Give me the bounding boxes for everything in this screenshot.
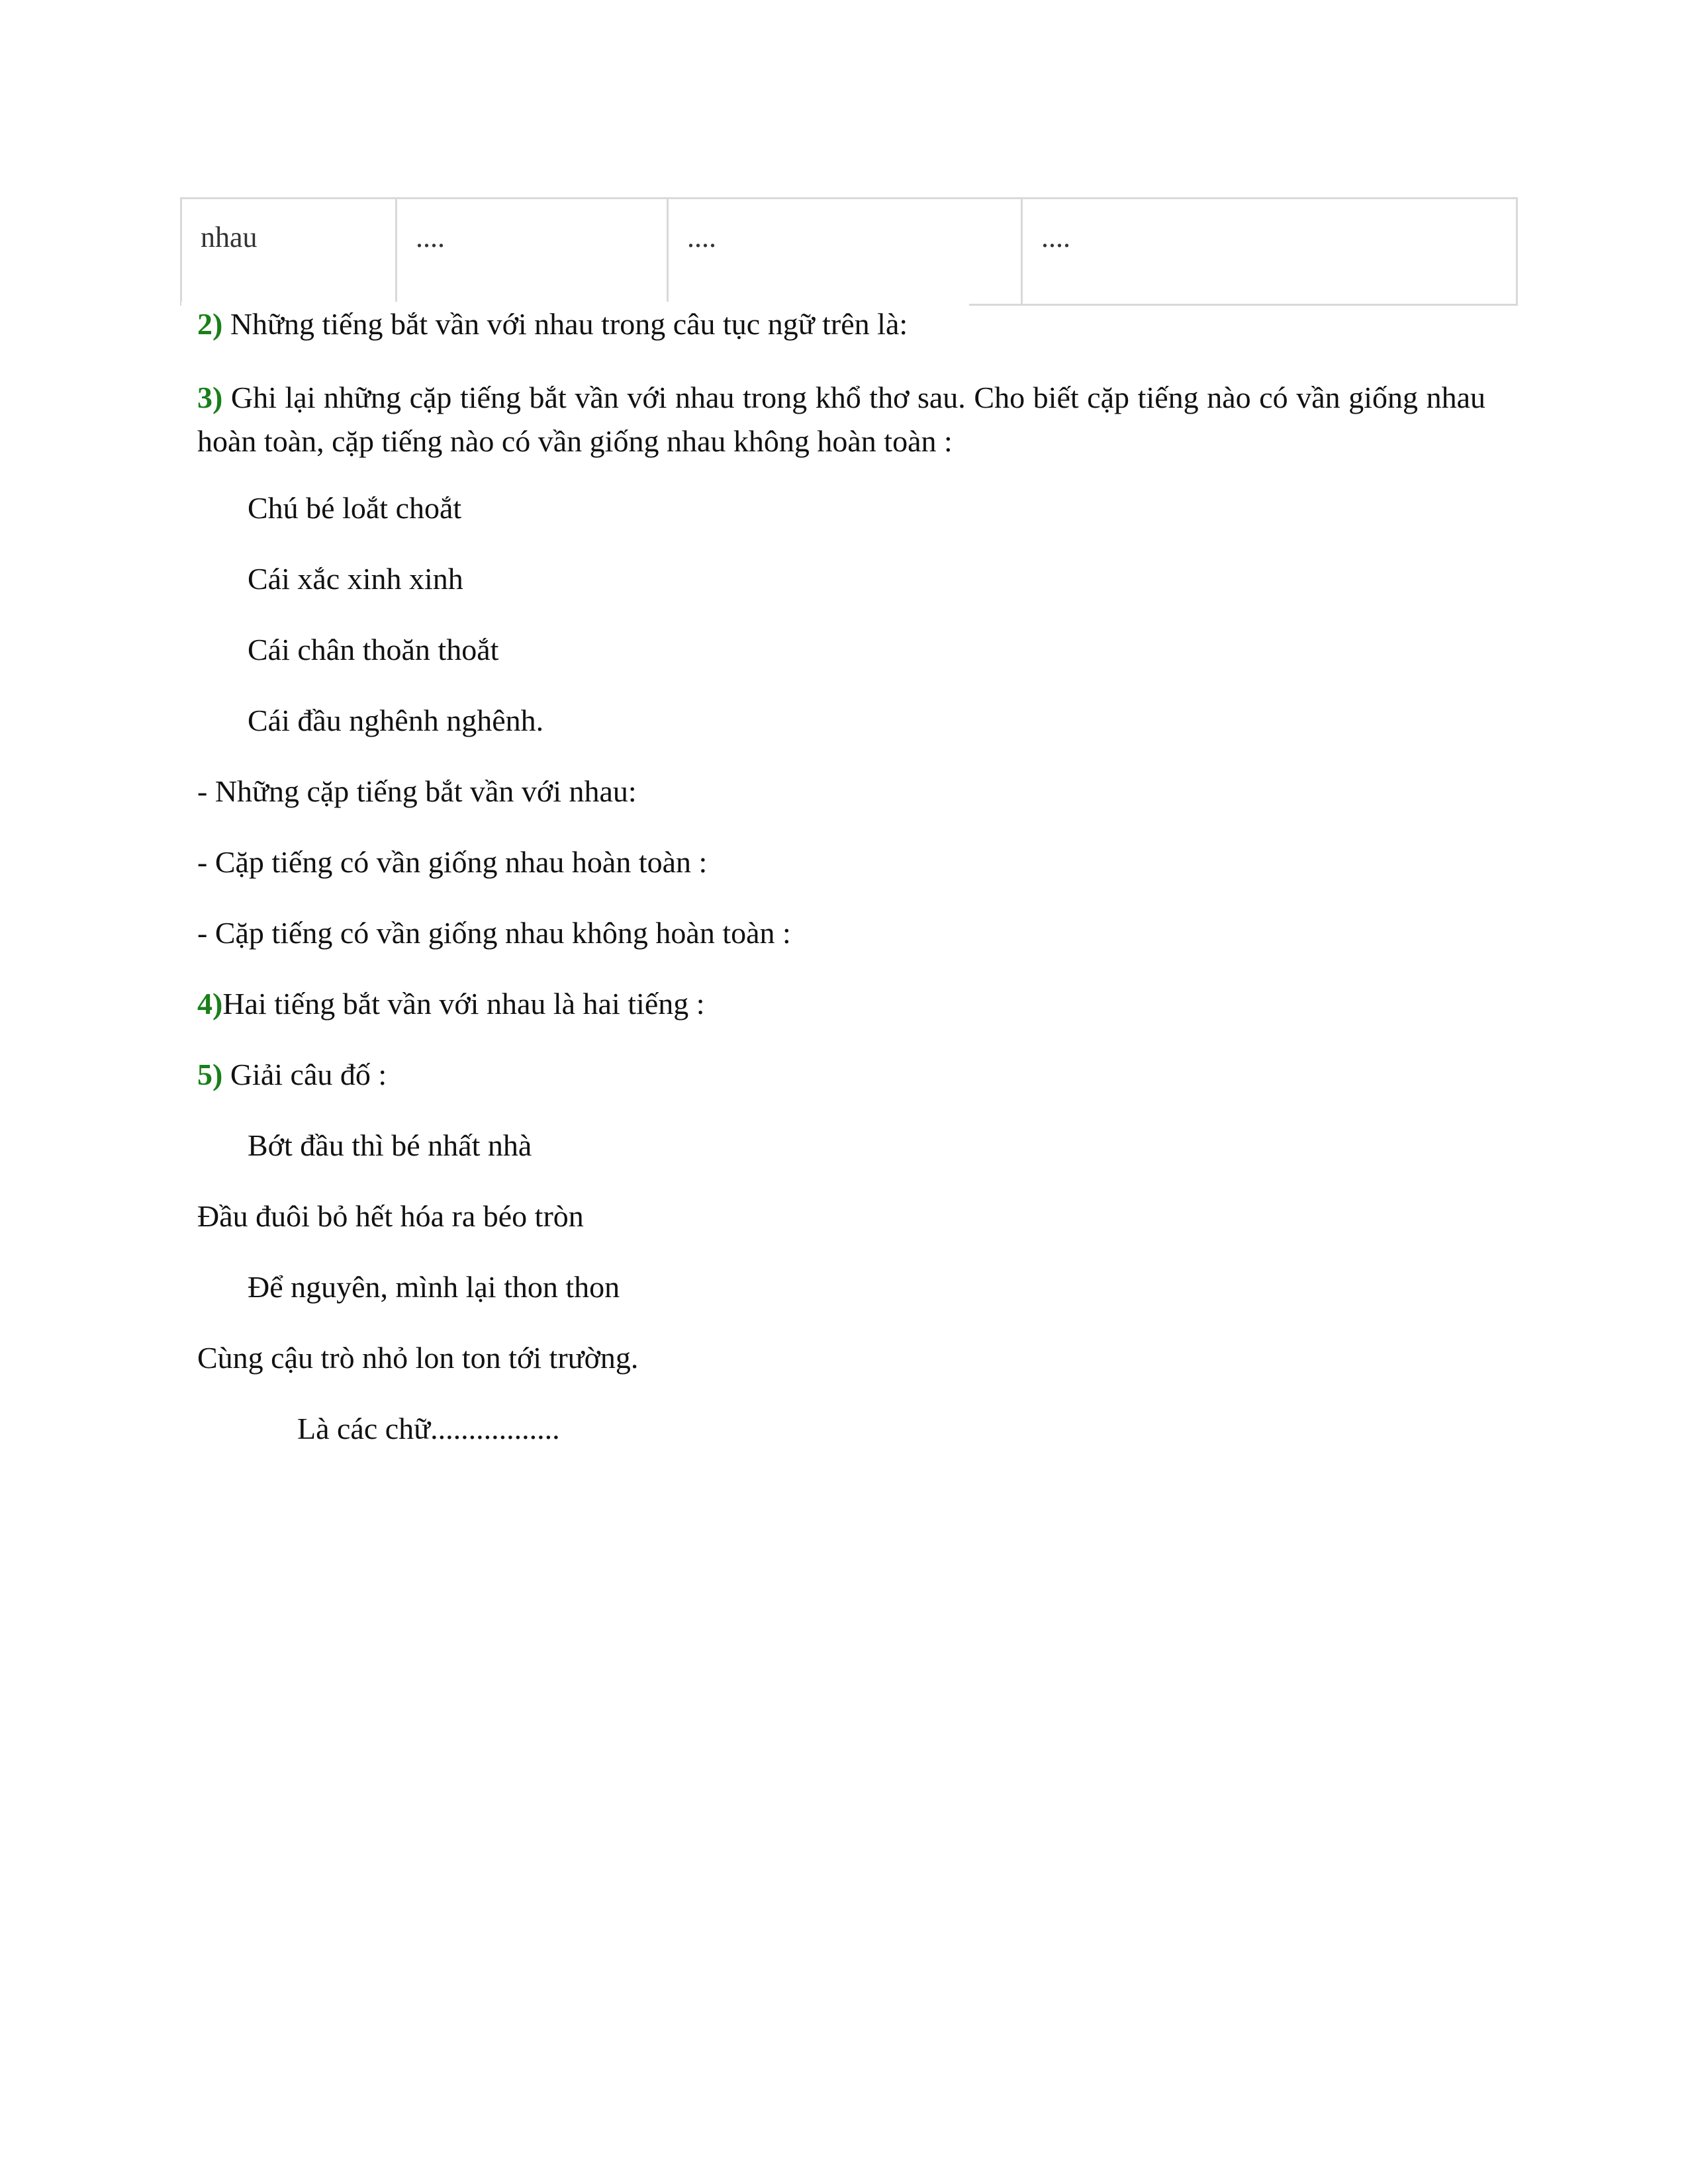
question-text: Hai tiếng bắt vần với nhau là hai tiếng : [222, 987, 705, 1021]
question-number: 2) [197, 307, 223, 341]
riddle-answer: Là các chữ................. [297, 1412, 560, 1445]
answer-table [180, 197, 1518, 306]
question-3 [197, 376, 1485, 463]
riddle-line: Để nguyên, mình lại thon thon [248, 1270, 620, 1304]
question-text: Ghi lại những cặp tiếng bắt vần với nhau trong khổ thơ sau. Cho biết cặp tiếng nào có vần giống nhau hoàn toàn, cặp tiếng nào có vần giống nhau không hoàn toàn : [197, 381, 1485, 458]
question-text: Giải câu đố : [222, 1058, 387, 1091]
table-cell: .... [1022, 199, 1517, 305]
table-cell: .... [397, 199, 668, 305]
question-5 [197, 1055, 387, 1095]
riddle-line: Đầu đuôi bỏ hết hóa ra béo tròn [197, 1199, 584, 1233]
table-cell: nhau [181, 199, 397, 305]
poem-line: Cái đầu nghênh nghênh. [248, 704, 544, 737]
riddle-line: Bớt đầu thì bé nhất nhà [248, 1128, 532, 1162]
poem-line: Chú bé loắt choắt [248, 491, 462, 525]
answer-line: - Cặp tiếng có vần giống nhau không hoàn toàn : [197, 916, 791, 950]
question-number: 3) [197, 381, 223, 414]
table-cell: .... [668, 199, 1022, 305]
question-2 [197, 304, 908, 344]
question-text: Những tiếng bắt vần với nhau trong câu tục ngữ trên là: [222, 307, 908, 341]
riddle-line: Cùng cậu trò nhỏ lon ton tới trường. [197, 1341, 639, 1375]
poem-line: Cái xắc xinh xinh [248, 562, 463, 596]
poem-line: Cái chân thoăn thoắt [248, 633, 499, 666]
question-4 [197, 984, 705, 1024]
answer-line: - Những cặp tiếng bắt vần với nhau: [197, 774, 637, 808]
table-row [181, 199, 1517, 305]
answer-line: - Cặp tiếng có vần giống nhau hoàn toàn : [197, 845, 708, 879]
question-number: 5) [197, 1058, 223, 1091]
question-number: 4) [197, 987, 223, 1021]
